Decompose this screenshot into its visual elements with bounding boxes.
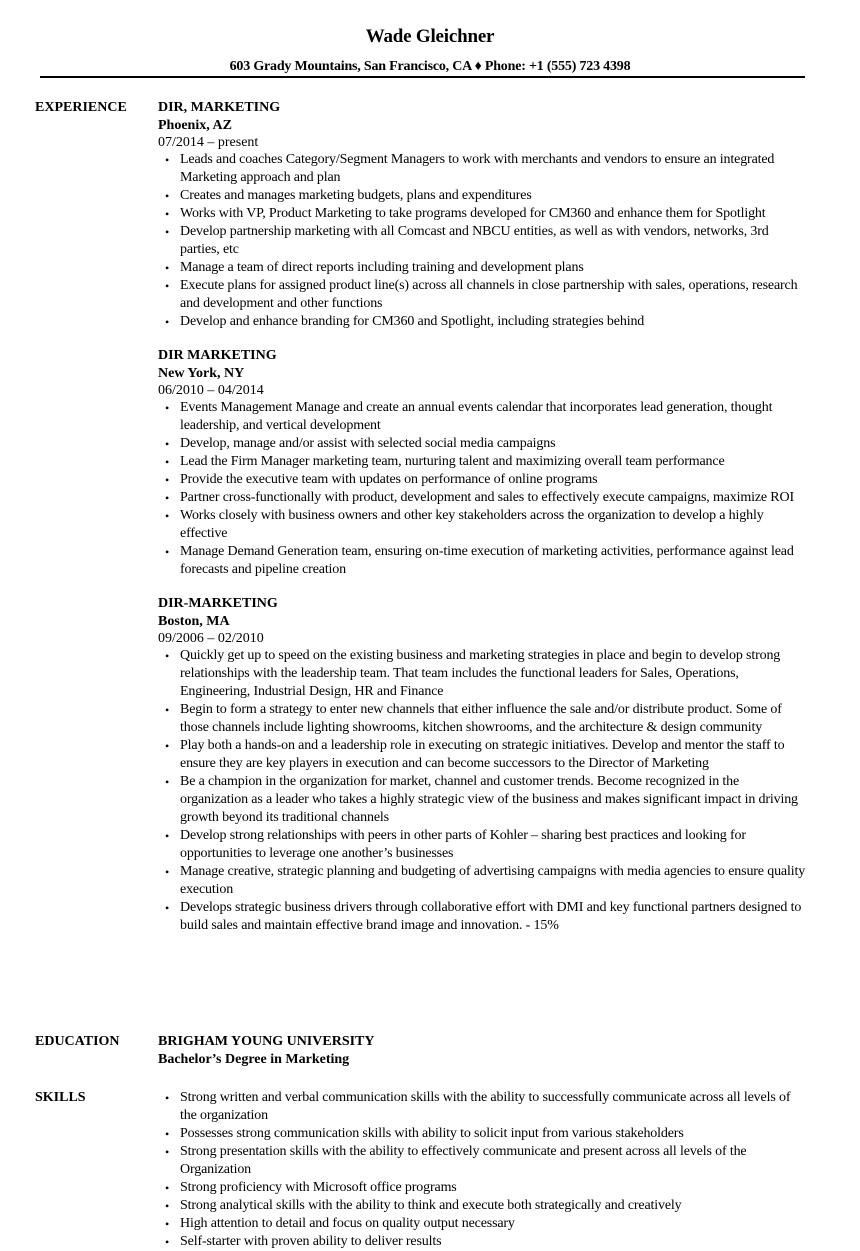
job-bullet: • Works with VP, Product Marketing to take programs developed for CM360 and enhance them for Spotlight [158, 205, 808, 223]
job-title: DIR-MARKETING [158, 596, 278, 611]
job-title: DIR MARKETING [158, 348, 277, 363]
section-title-experience: EXPERIENCE [35, 100, 127, 115]
job-bullet: • Lead the Firm Manager marketing team, nurturing talent and maximizing overall team performance [158, 453, 808, 471]
school-name: BRIGHAM YOUNG UNIVERSITY [158, 1034, 375, 1049]
job-bullet: • Partner cross-functionally with product, development and sales to effectively execute campaigns, maximize ROI [158, 489, 808, 507]
job-bullet: • Execute plans for assigned product line(s) across all channels in close partnership with sales, operations, research and development and other functions [158, 277, 808, 313]
job-bullet: • Be a champion in the organization for market, channel and customer trends. Become recognized in the organization as a leader who takes a highly strategic view of the business and makes significant impact in driving growth beyond its traditional channels [158, 773, 808, 827]
section-title-skills: SKILLS [35, 1090, 86, 1105]
skill-item: • Strong presentation skills with the ability to effectively communicate and present across all levels of the Organization [158, 1143, 808, 1179]
job-bullet: • Develop strong relationships with peers in other parts of Kohler – sharing best practices and looking for opportunities to leverage one another’s businesses [158, 827, 808, 863]
job-title: DIR, MARKETING [158, 100, 281, 115]
job-bullet: • Develop partnership marketing with all Comcast and NBCU entities, as well as with vendors, networks, 3rd parties, etc [158, 223, 808, 259]
job-bullet: • Works closely with business owners and other key stakeholders across the organization to develop a highly effective [158, 507, 808, 543]
job-bullet: • Events Management Manage and create an annual events calendar that incorporates lead generation, thought leadership, and vertical development [158, 399, 808, 435]
job-location: New York, NY [158, 366, 245, 381]
job-entry [158, 99, 808, 331]
job-bullet: • Develops strategic business drivers through collaborative effort with DMI and key functional partners designed to build sales and maintain effective brand image and innovation. - 15% [158, 899, 808, 935]
job-dates: 09/2006 – 02/2010 [158, 631, 264, 646]
skill-item: • Strong written and verbal communication skills with the ability to successfully communicate across all levels of the organization [158, 1089, 808, 1125]
job-dates: 07/2014 – present [158, 135, 259, 150]
experience-body [158, 99, 808, 951]
job-bullet: • Manage creative, strategic planning and budgeting of advertising campaigns with media agencies to ensure quality execution [158, 863, 808, 899]
skill-item: • Strong analytical skills with the ability to think and execute both strategically and creatively [158, 1197, 808, 1215]
job-location: Phoenix, AZ [158, 118, 232, 133]
job-bullets [158, 399, 808, 579]
skill-item: • Possesses strong communication skills with ability to solicit input from various stakeholders [158, 1125, 808, 1143]
job-entry [158, 595, 808, 935]
education-body [158, 1033, 808, 1068]
job-bullet: • Play both a hands-on and a leadership role in executing on strategic initiatives. Develop and mentor the staff to ensure they are key players in execution and can become successors to the Director of Marketing [158, 737, 808, 773]
header-divider [40, 76, 805, 78]
job-bullet: • Begin to form a strategy to enter new channels that either influence the sale and/or distribute product. Some of those channels include lighting showrooms, kitchen showrooms, and the architecture & design community [158, 701, 808, 737]
job-bullet: • Manage a team of direct reports including training and development plans [158, 259, 808, 277]
degree: Bachelor’s Degree in Marketing [158, 1052, 350, 1067]
section-title-education: EDUCATION [35, 1034, 120, 1049]
job-bullets [158, 647, 808, 935]
skill-item: • Self-starter with proven ability to deliver results [158, 1233, 808, 1251]
contact-info: 603 Grady Mountains, San Francisco, CA ♦ Phone: +1 (555) 723 4398 [229, 59, 631, 74]
job-bullet: • Creates and manages marketing budgets, plans and expenditures [158, 187, 808, 205]
skills-list [158, 1089, 808, 1251]
job-location: Boston, MA [158, 614, 230, 629]
skill-item: • High attention to detail and focus on quality output necessary [158, 1215, 808, 1233]
job-dates: 06/2010 – 04/2014 [158, 383, 264, 398]
job-bullet: • Leads and coaches Category/Segment Managers to work with merchants and vendors to ensure an integrated Marketing approach and plan [158, 151, 808, 187]
job-bullet: • Develop and enhance branding for CM360 and Spotlight, including strategies behind [158, 313, 808, 331]
skill-item: • Strong proficiency with Microsoft office programs [158, 1179, 808, 1197]
candidate-name: Wade Gleichner [365, 26, 495, 47]
job-bullet: • Provide the executive team with updates on performance of online programs [158, 471, 808, 489]
job-bullet: • Quickly get up to speed on the existing business and marketing strategies in place and begin to develop strong relationships with the leadership team. That team includes the functional leaders for Sales, Operations, Engineering, Industrial Design, HR and Finance [158, 647, 808, 701]
job-bullet: • Develop, manage and/or assist with selected social media campaigns [158, 435, 808, 453]
job-bullets [158, 151, 808, 331]
job-bullet: • Manage Demand Generation team, ensuring on-time execution of marketing activities, performance against lead forecasts and pipeline creation [158, 543, 808, 579]
skills-body [158, 1089, 808, 1251]
job-entry [158, 347, 808, 579]
